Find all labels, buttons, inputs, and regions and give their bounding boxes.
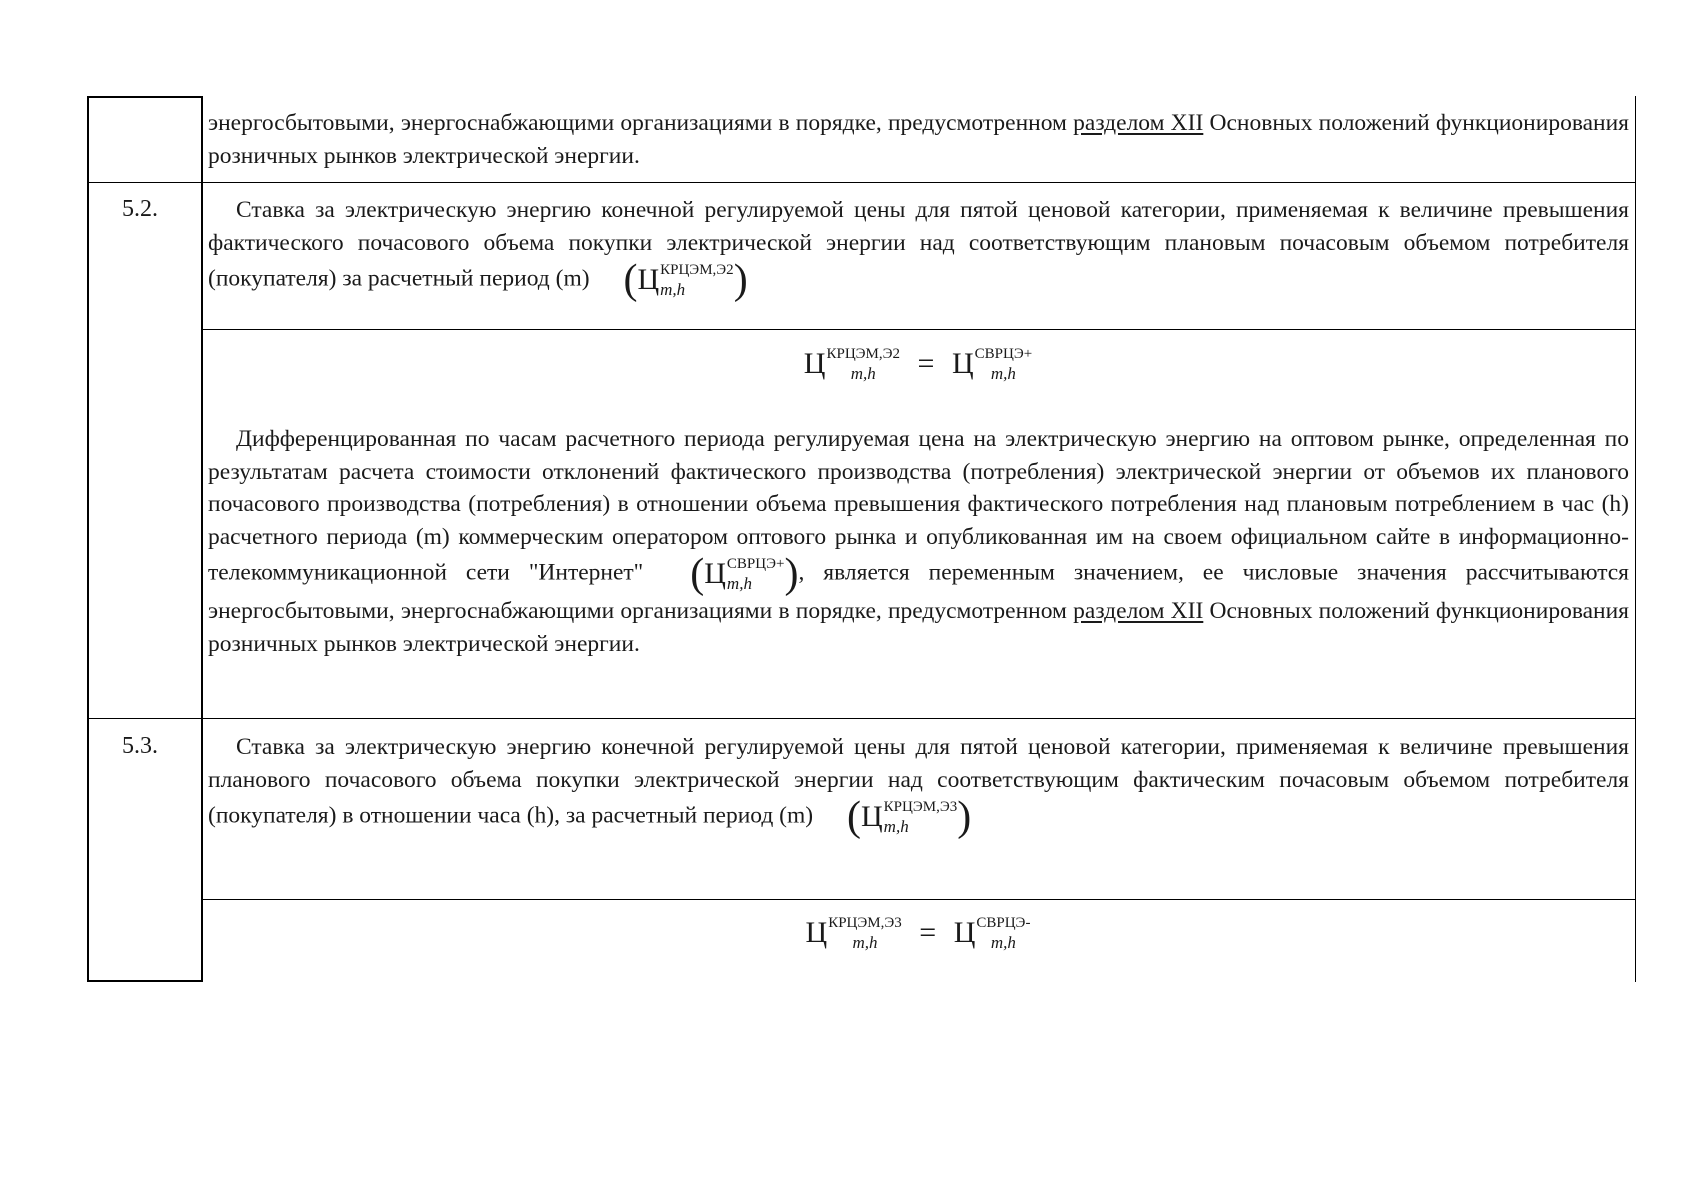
continuation-text-end: Основных положений функционирования розничных рынков электрической энергии. [208, 110, 1629, 169]
continuation-paragraph [208, 107, 1629, 172]
row-5-3-description [208, 731, 1629, 838]
price-symbol-svrce-plus [662, 553, 798, 595]
open-paren: ( [690, 551, 705, 597]
symbol-subscript: m,h [883, 816, 909, 836]
explanation-text-continued: , является переменным значением, ее числовые значения рассчитываются энергосбытовыми, энергоснабжающими организациями в порядке, предусмотренном [208, 559, 1629, 624]
formula-lhs-sup: КРЦЭМ,Э3 [828, 914, 902, 931]
row-5-2-text: Ставка за электрическую энергию конечной регулируемой цены для пятой ценовой категории, применяемая к величине превышения фактического почасового объема покупки электрической энергии над соответствующим плановым почасовым объемом потребителя (покупателя) за расчетный период (m) [208, 197, 1629, 292]
symbol-superscript: КРЦЭМ,Э3 [883, 798, 958, 815]
table-border-bottom-numcol [87, 980, 202, 982]
formula-equals: = [917, 347, 935, 381]
formula-rhs-sub: m,h [990, 363, 1016, 383]
formula-lhs-sup: КРЦЭМ,Э2 [826, 345, 901, 362]
row-5-2-description [208, 194, 1629, 301]
section-xii-link[interactable]: разделом XII [1073, 598, 1204, 624]
row-number-5-3: 5.3. [122, 733, 158, 759]
table-border-top-numcol [87, 96, 202, 98]
formula-lhs-sub: m,h [852, 932, 878, 952]
row-number-5-2: 5.2. [122, 196, 158, 222]
formula-rhs-base: Ц [951, 347, 974, 381]
row-divider-2 [201, 329, 1636, 330]
price-symbol-krcem-e3 [819, 796, 971, 838]
explanation-text: Дифференцированная по часам расчетного периода регулируемая цена на электрическую энергию на оптовом рынке, определенная по результатам расчета стоимости отклонений фактического производства (потребления) электрической энергии от объемов их планового почасового производства (потребления) в отношении объема превышения фактического потребления над плановым потреблением в час (h) расчетного периода (m) коммерческим оператором оптового рынка и опубликованная им на своем официальном сайте в информационно-телекоммуникационной сети "Интернет" [208, 426, 1629, 586]
close-paren: ) [957, 794, 972, 840]
symbol-superscript: СВРЦЭ+ [726, 555, 785, 572]
formula-5-3 [201, 914, 1635, 951]
row-5-3-text: Ставка за электрическую энергию конечной регулируемой цены для пятой ценовой категории, применяемая к величине превышения планового почасового объема покупки электрической энергии над соответствующим фактическим почасовым объемом потребителя (покупателя) в отношении часа (h), за расчетный период (m) [208, 734, 1629, 829]
column-divider [201, 96, 203, 982]
continuation-text: энергосбытовыми, энергоснабжающими организациями в порядке, предусмотренном [208, 110, 1074, 136]
close-paren: ) [733, 257, 748, 303]
table-border-left [87, 96, 89, 982]
open-paren: ( [623, 257, 638, 303]
symbol-subscript: m,h [726, 573, 752, 593]
formula-equals: = [919, 916, 937, 950]
open-paren: ( [847, 794, 861, 840]
row-divider-3 [87, 718, 1636, 719]
symbol-base: Ц [704, 556, 726, 590]
row-divider-4 [201, 899, 1636, 900]
formula-lhs-sub: m,h [850, 363, 876, 383]
formula-rhs-sub: m,h [990, 932, 1016, 952]
formula-rhs-base: Ц [953, 916, 976, 950]
formula-lhs-base: Ц [803, 347, 826, 381]
section-xii-link[interactable]: разделом XII [1073, 110, 1204, 136]
table-border-right [1635, 96, 1636, 982]
close-paren: ) [784, 551, 799, 597]
formula-rhs-sup: СВРЦЭ- [976, 914, 1031, 931]
formula-5-2 [201, 345, 1635, 382]
symbol-base: Ц [637, 262, 660, 296]
symbol-subscript: m,h [660, 279, 686, 299]
symbol-base: Ц [861, 799, 883, 833]
formula-rhs-sup: СВРЦЭ+ [974, 345, 1033, 362]
explanation-text-end: Основных положений функционирования розничных рынков электрической энергии. [208, 598, 1629, 657]
row-divider-1 [87, 182, 1636, 183]
symbol-superscript: КРЦЭМ,Э2 [660, 261, 734, 278]
price-symbol-krcem-e2 [595, 259, 747, 301]
formula-lhs-base: Ц [805, 916, 828, 950]
row-5-2-explanation [208, 423, 1629, 660]
